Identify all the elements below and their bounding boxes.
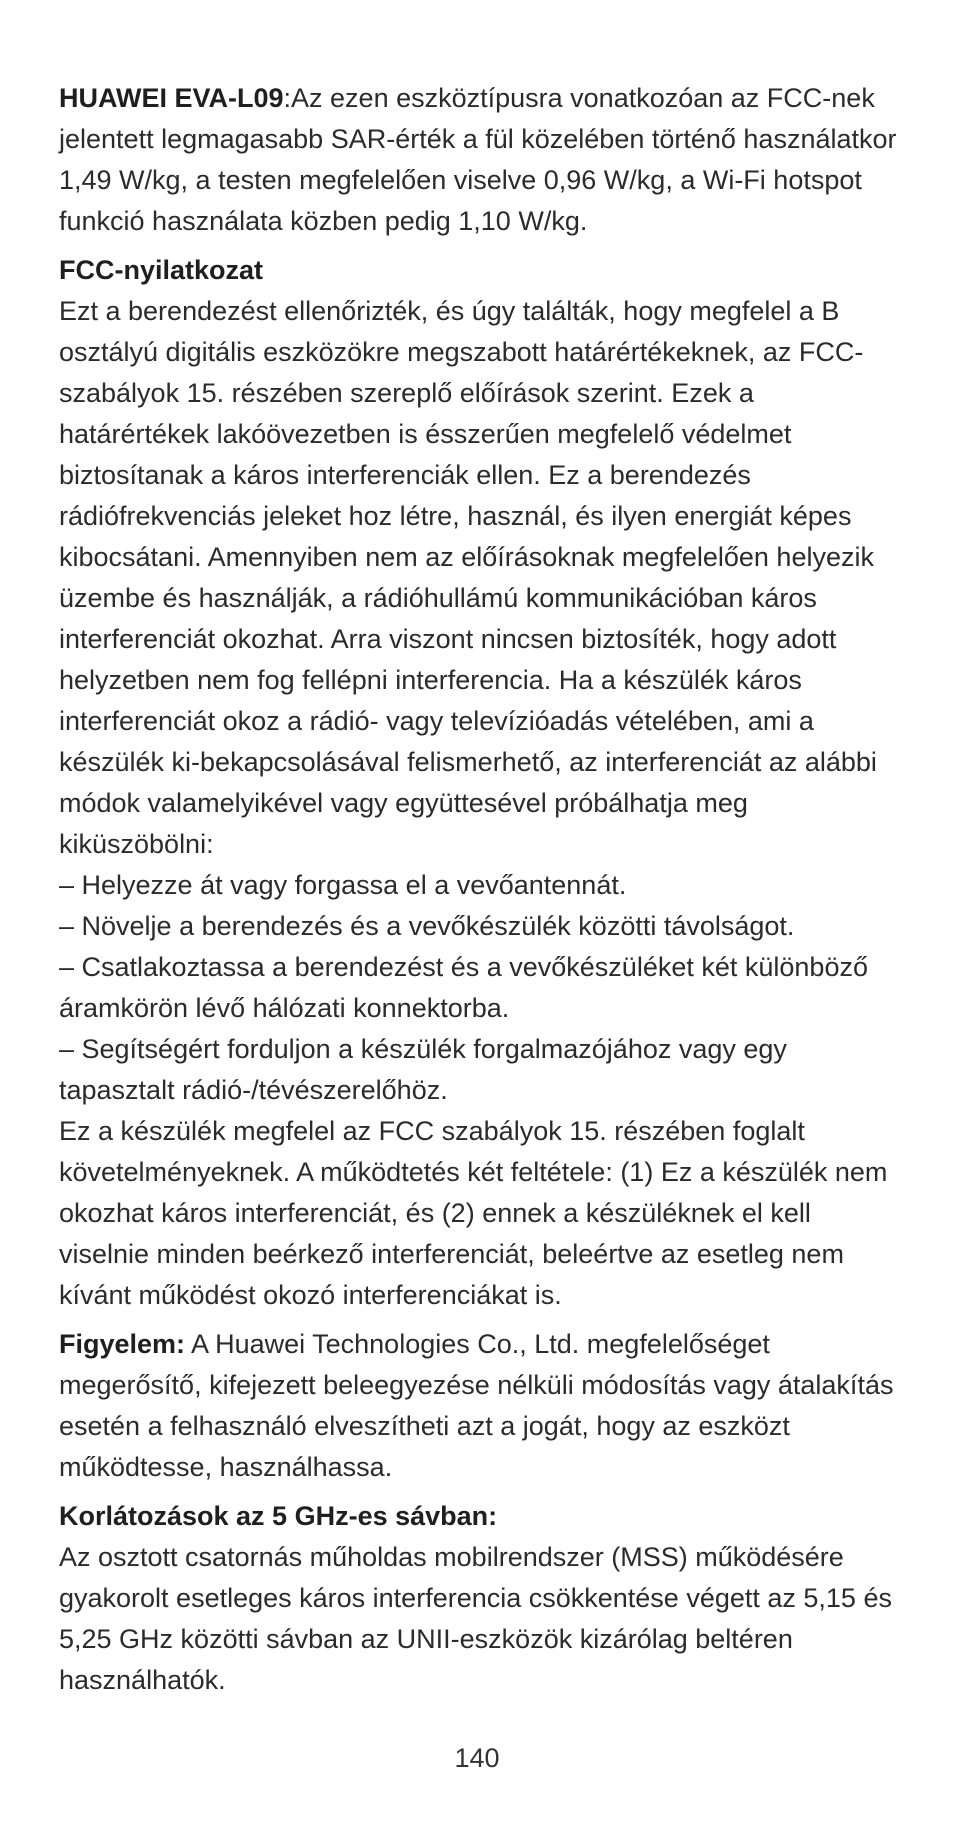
fcc-compliance: Ez a készülék megfelel az FCC szabályok 15. részében foglalt követelményeknek. A működtetés két feltétele: (1) Ez a készülék nem okozhat káros interferenciát, és (2) ennek a készüléknek el kell viselnie minden beérkező interferenciát, beleértve az esetleg nem kívánt működést okozó interferenciákat is. <box>59 1116 888 1310</box>
list-item: – Növelje a berendezés és a vevőkészülék közötti távolságot. <box>59 911 795 941</box>
list-item: – Segítségért forduljon a készülék forgalmazójához vagy egy tapasztalt rádió-/tévészerelőhöz. <box>59 1034 787 1105</box>
list-item: – Csatlakoztassa a berendezést és a vevőkészüléket két különböző áramkörön lévő hálózati konnektorba. <box>59 952 868 1023</box>
fcc-body: Ezt a berendezést ellenőrizték, és úgy találták, hogy megfelel a B osztályú digitális eszközökre megszabott határértékeknek, az FCC-szabályok 15. részében szereplő előírások szerint. Ezek a határértékek lakóövezetben is ésszerűen megfelelő védelmet biztosítanak a káros interferenciák ellen. Ez a berendezés rádiófrekvenciás jeleket hoz létre, használ, és ilyen energiát képes kibocsátani. Amennyiben nem az előírásoknak megfelelően helyezik üzembe és használják, a rádióhullámú kommunikációban káros interferenciát okozhat. Arra viszont nincsen biztosíték, hogy adott helyzetben nem fog fellépni interferencia. Ha a készülék káros interferenciát okoz a rádió- vagy televízióadás vételében, ami a készülék ki-bekapcsolásával felismerhető, az interferenciát az alábbi módok valamelyikével vagy együttesével próbálhatja meg kiküszöbölni: <box>59 296 877 859</box>
restrictions-text: Az osztott csatornás műholdas mobilrendszer (MSS) működésére gyakorolt esetleges káros interferencia csökkentése végett az 5,15 és 5,25 GHz közötti sávban az UNII-eszközök kizárólag beltéren használhatók. <box>59 1542 892 1695</box>
document-body <box>59 78 899 1701</box>
warning-paragraph <box>59 1324 899 1488</box>
page-number: 140 <box>454 1743 500 1773</box>
warning-text: A Huawei Technologies Co., Ltd. megfelelőséget megerősítő, kifejezett beleegyezése nélküli módosítás vagy átalakítás esetén a felhasználó elveszítheti azt a jogát, hogy az eszközt működtesse, használhassa. <box>59 1329 894 1482</box>
list-item: – Helyezze át vagy forgassa el a vevőantennát. <box>59 870 627 900</box>
fcc-heading: FCC-nyilatkozat <box>59 255 264 285</box>
sar-text: :Az ezen eszköztípusra vonatkozóan az FCC-nek jelentett legmagasabb SAR-érték a fül közelében történő használatkor 1,49 W/kg, a testen megfelelően viselve 0,96 W/kg, a Wi-Fi hotspot funkció használata közben pedig 1,10 W/kg. <box>59 83 897 236</box>
sar-paragraph <box>59 78 899 242</box>
restrictions-heading: Korlátozások az 5 GHz-es sávban: <box>59 1501 498 1531</box>
model-name: HUAWEI EVA-L09 <box>59 83 284 113</box>
warning-label: Figyelem: <box>59 1329 186 1359</box>
